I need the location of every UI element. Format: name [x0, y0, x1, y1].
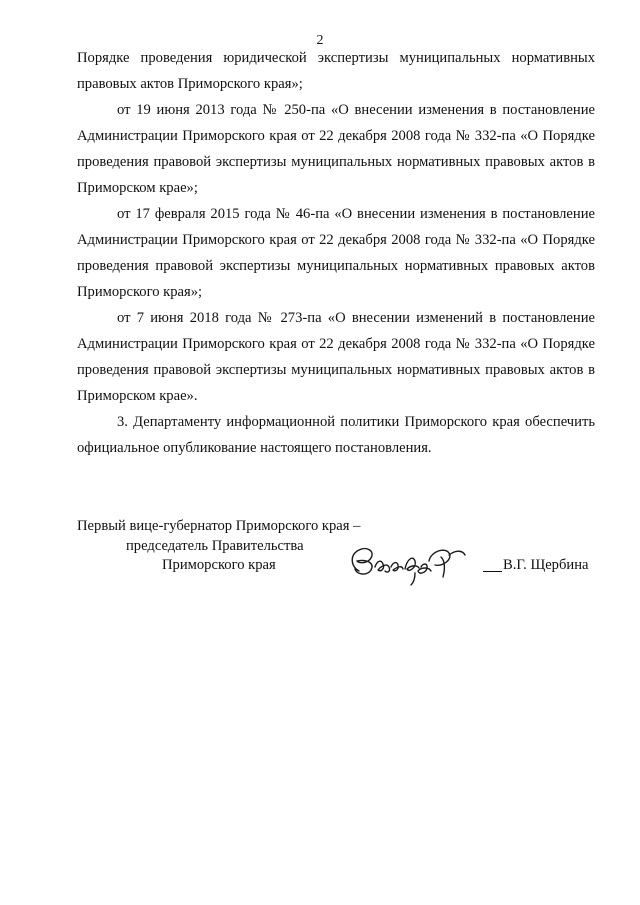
- handwritten-signature: [345, 537, 475, 592]
- paragraph-decree-2013: от 19 июня 2013 года № 250-па «О внесении изменения в постановление Администрации Приморского края от 22 декабря 2008 года № 332-па «О Порядке проведения правовой экспертизы муниципальных нормативных правовых актов в Приморском крае»;: [77, 102, 595, 196]
- paragraph-decree-2015: от 17 февраля 2015 года № 46-па «О внесении изменения в постановление Администрации Приморского края от 22 декабря 2008 года № 332-па «О Порядке проведения правовой экспертизы муниципальных нормативных правовых актов Приморского края»;: [77, 206, 595, 300]
- signatory-position-line-2: председатель Правительства: [126, 538, 304, 554]
- signatory-name: В.Г. Щербина: [503, 557, 589, 573]
- page-number: 2: [316, 33, 324, 48]
- signature-underline: [483, 571, 502, 572]
- signatory-position-line-1: Первый вице-губернатор Приморского края –: [77, 518, 361, 534]
- paragraph-decree-2018: от 7 июня 2018 года № 273-па «О внесении изменений в постановление Администрации Приморского края от 22 декабря 2008 года № 332-па «О Порядке проведения правовой экспертизы муниципальных нормативных правовых актов в Приморском крае».: [77, 310, 595, 404]
- paragraph-continuation: Порядке проведения юридической экспертизы муниципальных нормативных правовых актов Приморского края»;: [77, 50, 595, 92]
- paragraph-item-3: 3. Департаменту информационной политики Приморского края обеспечить официальное опубликование настоящего постановления.: [77, 414, 595, 456]
- signatory-position-line-3: Приморского края: [162, 557, 276, 573]
